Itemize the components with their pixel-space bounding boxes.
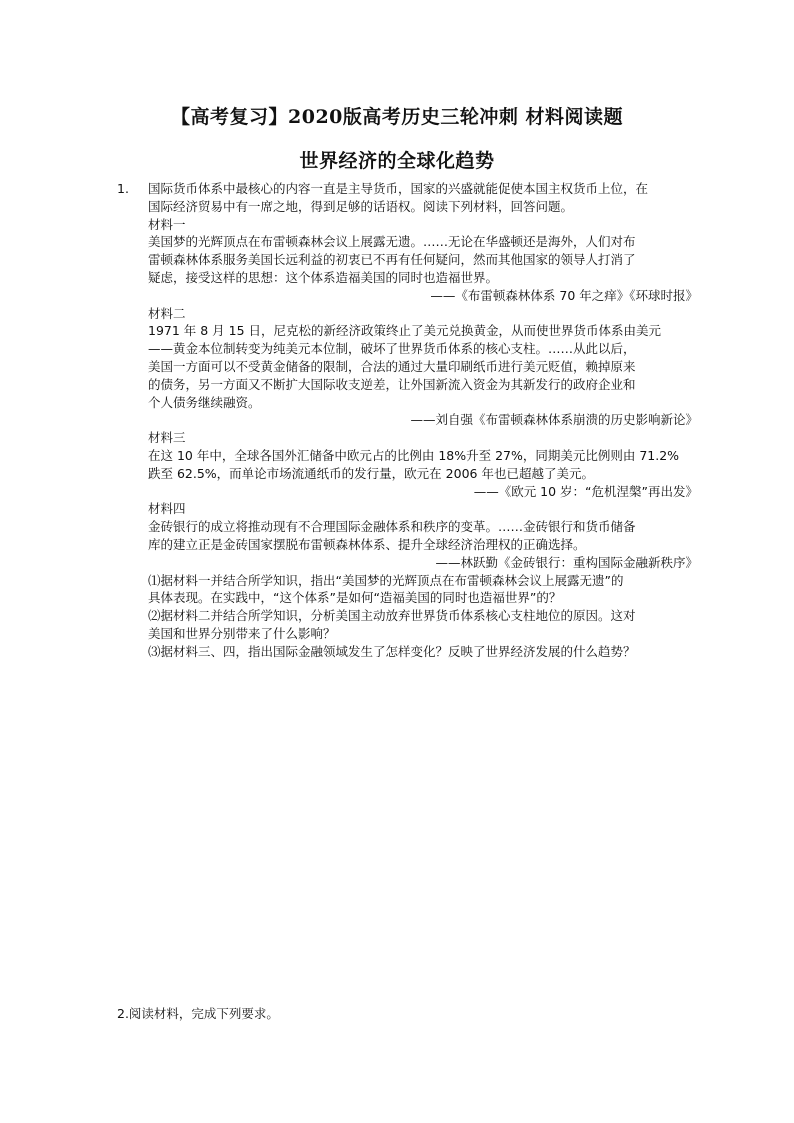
question-intro-line: 国际经济贸易中有一席之地，得到足够的话语权。阅读下列材料，回答问题。 bbox=[148, 198, 574, 214]
material-source: ——林跃勤《金砖银行：重构国际金融新秩序》 bbox=[435, 554, 698, 570]
material-line: 个人债务继续融资。 bbox=[148, 394, 261, 410]
material-label: 材料一 bbox=[148, 216, 186, 232]
material-line: 1971 年 8 月 15 日，尼克松的新经济政策终止了美元兑换黄金，从而使世界货币体系由美元 bbox=[148, 323, 662, 339]
material-line: 雷顿森林体系服务美国长远利益的初衷已不再有任何疑问，然而其他国家的领导人打消了 bbox=[148, 252, 636, 268]
material-label: 材料三 bbox=[148, 430, 186, 446]
page-title: 【高考复习】2020版高考历史三轮冲刺 材料阅读题 bbox=[171, 106, 623, 128]
question-1 bbox=[117, 180, 700, 661]
question-intro-line: 国际货币体系中最核心的内容一直是主导货币，国家的兴盛就能促使本国主权货币上位，在 bbox=[148, 181, 649, 196]
material-label: 材料四 bbox=[148, 501, 186, 517]
material-line: 库的建立正是金砖国家摆脱布雷顿森林体系、提升全球经济治理权的正确选择。 bbox=[148, 536, 586, 552]
material-line: 美国梦的光辉顶点在布雷顿森林会议上展露无遗。……无论在华盛顿还是海外，人们对布 bbox=[148, 234, 636, 250]
question-2: 2.阅读材料，完成下列要求。 bbox=[117, 1006, 279, 1021]
material-line: 跌至 62.5%，而单论市场流通纸币的发行量，欧元在 2006 年也已超越了美元。 bbox=[148, 465, 594, 481]
material-line: 的债务，另一方面又不断扩大国际收支逆差，让外国新流入资金为其新发行的政府企业和 bbox=[148, 376, 636, 392]
material-label: 材料二 bbox=[148, 305, 186, 321]
subquestion-line: 美国和世界分别带来了什么影响？ bbox=[148, 625, 336, 641]
material-line: 疑虑，接受这样的思想：这个体系造福美国的同时也造福世界。 bbox=[148, 269, 499, 285]
material-source: ——刘自强《布雷顿森林体系崩溃的历史影响新论》 bbox=[410, 412, 698, 428]
subquestion-line: ⑵据材料二并结合所学知识，分析美国主动放弃世界货币体系核心支柱地位的原因。这对 bbox=[148, 608, 636, 624]
subquestion-line: ⑴据材料一并结合所学知识，指出“美国梦的光辉顶点在布雷顿森林会议上展露无遗”的 bbox=[148, 572, 624, 588]
material-line: 美国一方面可以不受黄金储备的限制，合法的通过大量印刷纸币进行美元贬值，赖掉原来 bbox=[148, 358, 636, 374]
material-source: ——《欧元 10 岁：“危机涅槃”再出发》 bbox=[473, 483, 698, 499]
subquestion-line: ⑶据材料三、四，指出国际金融领域发生了怎样变化？反映了世界经济发展的什么趋势？ bbox=[148, 643, 636, 659]
material-line: 在这 10 年中，全球各国外汇储备中欧元占的比例由 18%升至 27%，同期美元比例则由 71.2% bbox=[148, 447, 680, 463]
page-subtitle: 世界经济的全球化趋势 bbox=[299, 150, 495, 172]
material-source: ——《布雷顿森林体系 70 年之痒》《环球时报》 bbox=[430, 287, 698, 303]
material-line: 金砖银行的成立将推动现有不合理国际金融体系和秩序的变革。……金砖银行和货币储备 bbox=[148, 519, 636, 535]
subquestion-line: 具体表现。在实践中，“这个体系”是如何“造福美国的同时也造福世界”的？ bbox=[148, 590, 562, 606]
material-line: ——黄金本位制转变为纯美元本位制，破坏了世界货币体系的核心支柱。……从此以后， bbox=[148, 341, 636, 357]
question-number: 1. bbox=[117, 181, 129, 196]
